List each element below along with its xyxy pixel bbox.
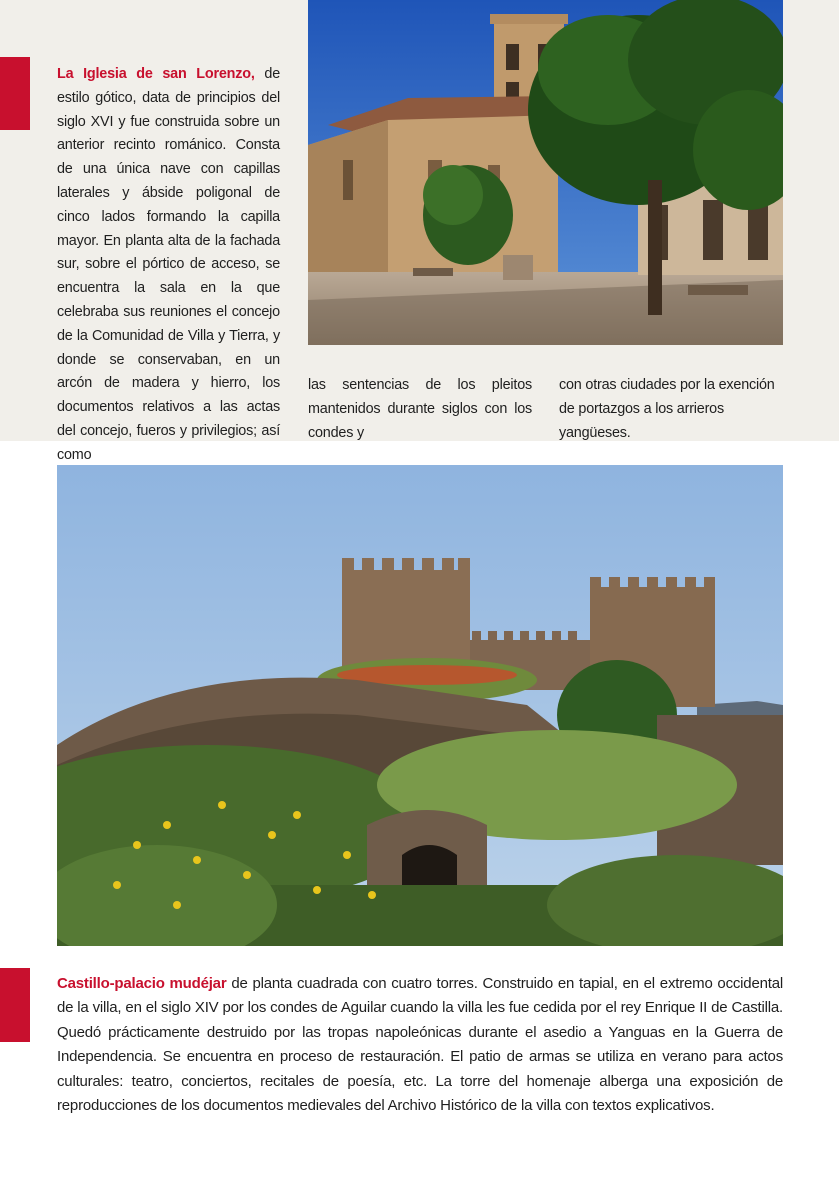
red-tab-top [0,57,30,130]
church-paragraph-col3: con otras ciudades por la exención de portazgos a los arrieros yangüeses. [559,377,775,441]
castle-text: de planta cuadrada con cuatro torres. Construido en tapial, en el extremo occidental de la villa, en el siglo XIV por los condes de Aguilar cuando la villa les fue cedida por el rey Enrique II de Castilla. Quedó prácticamente destruido por las tropas napoleónicas durante el asedio a Yanguas en la Guerra de Independencia. Se encuentra en proceso de restauración. El patio de armas se utiliza en verano para actos culturales: teatro, conciertos, recitales de poesía, etc. La torre del homenaje alberga una exposición de reproducciones de los documentos medievales del Archivo Histórico de la villa con textos explicativos. [57,975,783,1115]
castle-paragraph [57,972,783,1118]
red-tab-bottom [0,968,30,1042]
church-photo [308,0,783,345]
church-paragraph-col2: las sentencias de los pleitos mantenidos durante siglos con los condes y [308,377,532,441]
church-text: de estilo gótico, data de principios del siglo XVI y fue construida sobre un anterior recinto románico. Consta de una única nave con capillas laterales y ábside poligonal de cinco lados formando la capilla mayor. En planta alta de la fachada sur, sobre el pórtico de acceso, se encuentra la sala en la que celebraba sus reuniones el concejo de la Comunidad de Villa y Tierra, y donde se conservaban, en un arcón de madera y hierro, los documentos relativos a las actas del concejo, fueros y privilegios; así como [57,66,280,463]
church-paragraph [57,63,280,468]
church-title: La Iglesia de san Lorenzo, [57,66,255,82]
castle-title: Castillo-palacio mudéjar [57,975,227,992]
castle-photo [57,465,783,946]
